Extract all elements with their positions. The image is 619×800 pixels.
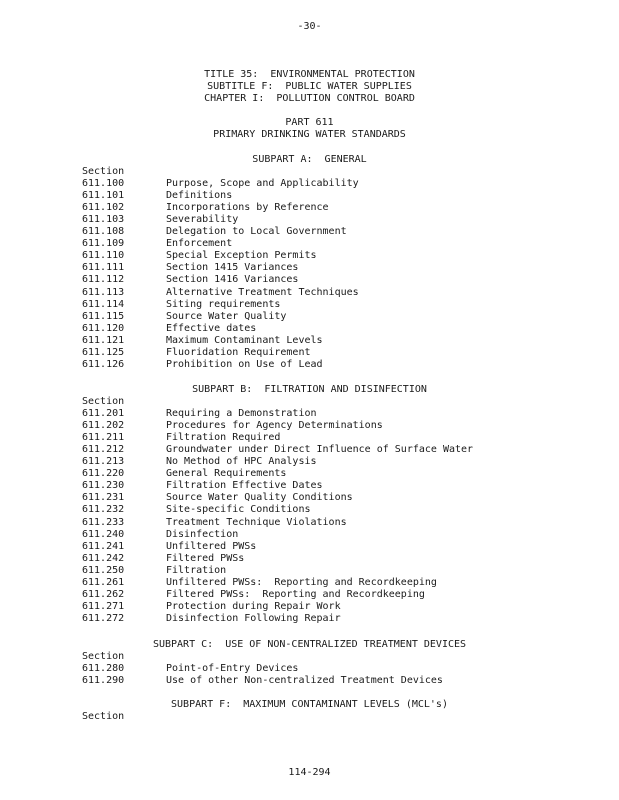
section-title: Use of other Non-centralized Treatment Devices xyxy=(166,675,443,687)
section-number: 611.109 xyxy=(82,238,125,250)
subtitle-heading: SUBTITLE F: PUBLIC WATER SUPPLIES xyxy=(207,81,412,92)
section-title: Incorporations by Reference xyxy=(166,202,329,214)
section-number: 611.220 xyxy=(82,468,125,480)
section-title: Source Water Quality xyxy=(166,310,287,322)
section-title: Unfiltered PWSs xyxy=(166,540,257,552)
subpart-b-section-label: Section xyxy=(82,396,125,407)
section-row xyxy=(0,190,619,202)
section-title: Filtration Effective Dates xyxy=(166,480,323,492)
section-row xyxy=(0,613,619,625)
section-title: Definitions xyxy=(166,190,233,202)
section-number: 611.290 xyxy=(82,675,125,687)
section-number: 611.280 xyxy=(82,663,125,674)
section-title: Filtered PWSs: Reporting and Recordkeeping xyxy=(166,588,425,600)
section-title: Delegation to Local Government xyxy=(166,226,347,238)
section-title: Alternative Treatment Techniques xyxy=(166,286,359,298)
section-number: 611.230 xyxy=(82,480,125,492)
section-row xyxy=(0,359,619,371)
section-number: 611.101 xyxy=(82,190,125,202)
section-number: 611.271 xyxy=(82,600,125,612)
section-number: 611.262 xyxy=(82,588,125,600)
section-number: 611.212 xyxy=(82,444,125,456)
section-row xyxy=(0,335,619,347)
section-title: Groundwater under Direct Influence of Surface Water xyxy=(166,444,474,456)
subpart-a-section-label: Section xyxy=(82,166,125,177)
section-row xyxy=(0,444,619,456)
section-row xyxy=(0,226,619,238)
section-number: 611.231 xyxy=(82,492,125,504)
section-title: Siting requirements xyxy=(166,298,281,310)
section-number: 611.242 xyxy=(82,552,125,564)
section-row xyxy=(0,517,619,529)
section-row xyxy=(0,238,619,250)
section-row xyxy=(0,529,619,541)
section-row xyxy=(0,553,619,565)
section-row xyxy=(0,202,619,214)
section-title: Point-of-Entry Devices xyxy=(166,663,299,674)
section-number: 611.261 xyxy=(82,576,125,588)
section-title: Treatment Technique Violations xyxy=(166,516,347,528)
section-row xyxy=(0,492,619,504)
section-title: Site-specific Conditions xyxy=(166,504,311,516)
section-title: No Method of HPC Analysis xyxy=(166,456,317,468)
section-title: Severability xyxy=(166,214,239,226)
section-row xyxy=(0,408,619,420)
subpart-c-heading: SUBPART C: USE OF NON-CENTRALIZED TREATMENT DEVICES xyxy=(152,639,467,650)
section-number: 611.201 xyxy=(82,408,125,419)
chapter-heading: CHAPTER I: POLLUTION CONTROL BOARD xyxy=(204,93,415,104)
section-number: 611.211 xyxy=(82,432,125,444)
section-number: 611.241 xyxy=(82,540,125,552)
section-row xyxy=(0,577,619,589)
subpart-c-section-label: Section xyxy=(82,651,125,662)
section-row xyxy=(0,214,619,226)
section-number: 611.100 xyxy=(82,178,125,189)
section-number: 611.112 xyxy=(82,274,125,286)
section-number: 611.250 xyxy=(82,564,125,576)
section-row xyxy=(0,432,619,444)
section-number: 611.232 xyxy=(82,504,125,516)
section-title: Purpose, Scope and Applicability xyxy=(166,178,359,189)
section-title: Section 1416 Variances xyxy=(166,274,299,286)
section-row xyxy=(0,663,619,675)
section-row xyxy=(0,287,619,299)
section-title: Filtered PWSs xyxy=(166,552,245,564)
section-title: Fluoridation Requirement xyxy=(166,346,311,358)
section-number: 611.111 xyxy=(82,262,125,274)
title-heading: TITLE 35: ENVIRONMENTAL PROTECTION xyxy=(204,69,415,80)
section-number: 611.272 xyxy=(82,613,125,625)
section-title: Maximum Contaminant Levels xyxy=(166,334,323,346)
section-number: 611.110 xyxy=(82,250,125,262)
section-title: Prohibition on Use of Lead xyxy=(166,358,323,370)
section-number: 611.126 xyxy=(82,358,125,370)
subpart-f-heading: SUBPART F: MAXIMUM CONTAMINANT LEVELS (MCL's) xyxy=(171,699,448,710)
section-row xyxy=(0,323,619,335)
section-number: 611.102 xyxy=(82,202,125,214)
section-row xyxy=(0,262,619,274)
subpart-b-heading: SUBPART B: FILTRATION AND DISINFECTION xyxy=(192,384,427,395)
section-number: 611.120 xyxy=(82,322,125,334)
section-title: Unfiltered PWSs: Reporting and Recordkeeping xyxy=(166,576,437,588)
section-row xyxy=(0,468,619,480)
section-title: Section 1415 Variances xyxy=(166,262,299,274)
section-number: 611.113 xyxy=(82,286,125,298)
subpart-a-heading: SUBPART A: GENERAL xyxy=(252,154,367,165)
section-title: Procedures for Agency Determinations xyxy=(166,420,383,432)
section-title: Source Water Quality Conditions xyxy=(166,492,353,504)
section-row xyxy=(0,504,619,516)
section-number: 611.103 xyxy=(82,214,125,226)
footer-page-code: 114-294 xyxy=(288,767,331,778)
section-number: 611.202 xyxy=(82,420,125,432)
section-title: Enforcement xyxy=(166,238,233,250)
part-heading: PART 611 xyxy=(285,117,334,128)
section-title: General Requirements xyxy=(166,468,287,480)
section-number: 611.213 xyxy=(82,456,125,468)
section-title: Disinfection xyxy=(166,528,239,540)
section-row xyxy=(0,589,619,601)
section-row xyxy=(0,250,619,262)
section-row xyxy=(0,347,619,359)
section-number: 611.108 xyxy=(82,226,125,238)
section-number: 611.114 xyxy=(82,298,125,310)
section-row xyxy=(0,178,619,190)
section-row xyxy=(0,420,619,432)
section-row xyxy=(0,565,619,577)
page-number: -30- xyxy=(297,21,322,32)
section-title: Effective dates xyxy=(166,322,257,334)
subpart-f-section-label: Section xyxy=(82,711,125,722)
section-number: 611.240 xyxy=(82,528,125,540)
section-row xyxy=(0,675,619,687)
section-title: Special Exception Permits xyxy=(166,250,317,262)
section-title: Disinfection Following Repair xyxy=(166,613,341,625)
section-title: Protection during Repair Work xyxy=(166,600,341,612)
section-row xyxy=(0,311,619,323)
section-title: Filtration Required xyxy=(166,432,281,444)
section-row xyxy=(0,480,619,492)
section-number: 611.125 xyxy=(82,346,125,358)
section-row xyxy=(0,299,619,311)
section-title: Filtration xyxy=(166,564,227,576)
section-row xyxy=(0,456,619,468)
section-row xyxy=(0,601,619,613)
section-number: 611.121 xyxy=(82,334,125,346)
section-row xyxy=(0,274,619,286)
section-number: 611.233 xyxy=(82,516,125,528)
part-title: PRIMARY DRINKING WATER STANDARDS xyxy=(213,129,406,140)
section-number: 611.115 xyxy=(82,310,125,322)
section-row xyxy=(0,541,619,553)
section-title: Requiring a Demonstration xyxy=(166,408,317,419)
